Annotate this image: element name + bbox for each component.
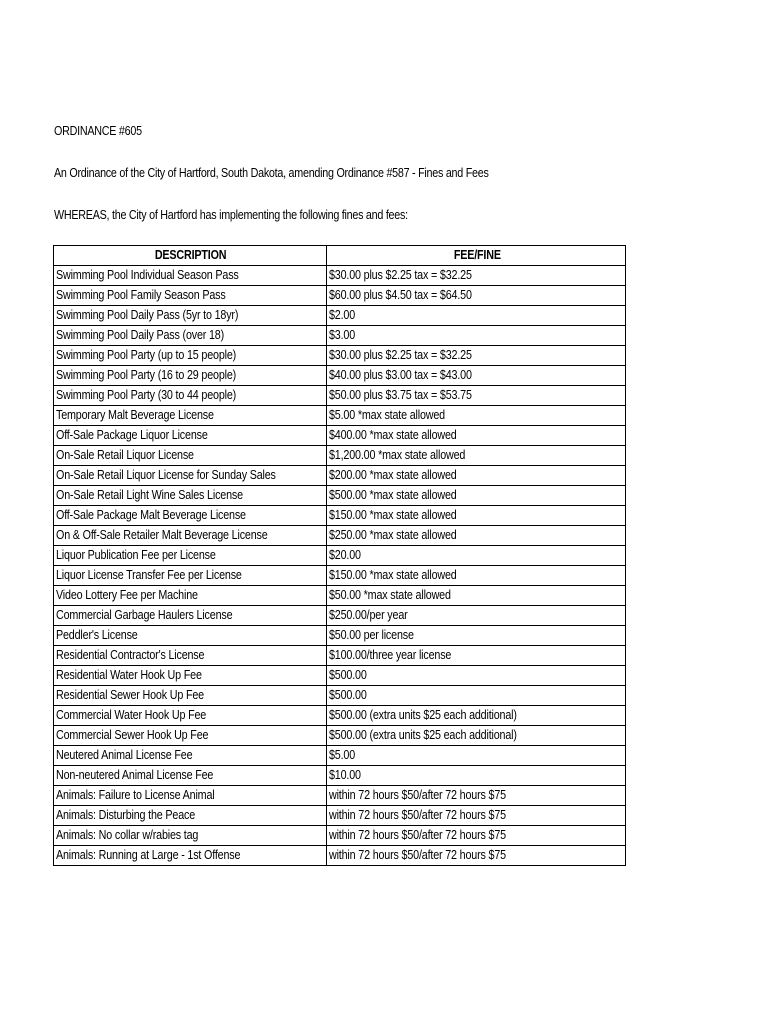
description-cell: On-Sale Retail Liquor License for Sunday Sales: [54, 466, 327, 486]
fees-table-body: [54, 266, 626, 866]
description-cell: Swimming Pool Family Season Pass: [54, 286, 327, 306]
description-cell: Liquor License Transfer Fee per License: [54, 566, 327, 586]
table-row: [54, 766, 626, 786]
fee-fine-cell: $500.00: [327, 686, 626, 706]
description-cell: Temporary Malt Beverage License: [54, 406, 327, 426]
fee-fine-cell: $2.00: [327, 306, 626, 326]
fee-fine-cell: $150.00 *max state allowed: [327, 506, 626, 526]
description-cell: Commercial Water Hook Up Fee: [54, 706, 327, 726]
fee-fine-cell: $400.00 *max state allowed: [327, 426, 626, 446]
fee-fine-cell: $500.00 *max state allowed: [327, 486, 626, 506]
table-row: [54, 486, 626, 506]
description-cell: Swimming Pool Party (16 to 29 people): [54, 366, 327, 386]
description-cell: Video Lottery Fee per Machine: [54, 586, 327, 606]
table-row: [54, 506, 626, 526]
fee-fine-cell: $10.00: [327, 766, 626, 786]
fee-fine-cell: $500.00 (extra units $25 each additional): [327, 726, 626, 746]
fee-fine-cell: $50.00 per license: [327, 626, 626, 646]
table-row: [54, 306, 626, 326]
description-cell: Commercial Garbage Haulers License: [54, 606, 327, 626]
fee-fine-cell: $30.00 plus $2.25 tax = $32.25: [327, 346, 626, 366]
description-cell: On-Sale Retail Light Wine Sales License: [54, 486, 327, 506]
table-row: [54, 846, 626, 866]
description-cell: Peddler's License: [54, 626, 327, 646]
fee-fine-cell: within 72 hours $50/after 72 hours $75: [327, 786, 626, 806]
description-cell: Swimming Pool Individual Season Pass: [54, 266, 327, 286]
description-cell: Residential Contractor's License: [54, 646, 327, 666]
fee-fine-cell: $40.00 plus $3.00 tax = $43.00: [327, 366, 626, 386]
table-row: [54, 726, 626, 746]
table-row: [54, 546, 626, 566]
whereas-clause: WHEREAS, the City of Hartford has implementing the following fines and fees:: [54, 208, 408, 222]
table-row: [54, 366, 626, 386]
description-cell: Residential Water Hook Up Fee: [54, 666, 327, 686]
table-row: [54, 746, 626, 766]
description-cell: Liquor Publication Fee per License: [54, 546, 327, 566]
table-row: [54, 386, 626, 406]
description-cell: Animals: Running at Large - 1st Offense: [54, 846, 327, 866]
description-cell: Off-Sale Package Liquor License: [54, 426, 327, 446]
description-cell: Swimming Pool Daily Pass (over 18): [54, 326, 327, 346]
fee-fine-cell: $5.00: [327, 746, 626, 766]
table-row: [54, 466, 626, 486]
table-row: [54, 826, 626, 846]
fee-fine-cell: $500.00 (extra units $25 each additional): [327, 706, 626, 726]
fee-fine-cell: $100.00/three year license: [327, 646, 626, 666]
fee-fine-cell: $5.00 *max state allowed: [327, 406, 626, 426]
table-row: [54, 686, 626, 706]
description-cell: Swimming Pool Party (up to 15 people): [54, 346, 327, 366]
table-row: [54, 326, 626, 346]
table-row: [54, 786, 626, 806]
fee-fine-cell: within 72 hours $50/after 72 hours $75: [327, 846, 626, 866]
fee-fine-cell: $1,200.00 *max state allowed: [327, 446, 626, 466]
description-cell: Off-Sale Package Malt Beverage License: [54, 506, 327, 526]
fee-fine-cell: $500.00: [327, 666, 626, 686]
fee-fine-cell: within 72 hours $50/after 72 hours $75: [327, 806, 626, 826]
fee-fine-cell: $60.00 plus $4.50 tax = $64.50: [327, 286, 626, 306]
table-row: [54, 646, 626, 666]
description-cell: Animals: No collar w/rabies tag: [54, 826, 327, 846]
fees-table: [53, 245, 626, 866]
fee-fine-cell: $250.00/per year: [327, 606, 626, 626]
fee-fine-cell: $50.00 plus $3.75 tax = $53.75: [327, 386, 626, 406]
table-row: [54, 806, 626, 826]
description-cell: On-Sale Retail Liquor License: [54, 446, 327, 466]
table-row: [54, 346, 626, 366]
description-cell: Swimming Pool Daily Pass (5yr to 18yr): [54, 306, 327, 326]
fee-fine-cell: $250.00 *max state allowed: [327, 526, 626, 546]
description-cell: Commercial Sewer Hook Up Fee: [54, 726, 327, 746]
description-cell: Animals: Failure to License Animal: [54, 786, 327, 806]
fee-fine-cell: $30.00 plus $2.25 tax = $32.25: [327, 266, 626, 286]
fee-fine-cell: within 72 hours $50/after 72 hours $75: [327, 826, 626, 846]
table-row: [54, 286, 626, 306]
table-row: [54, 666, 626, 686]
table-row: [54, 706, 626, 726]
fee-fine-cell: $150.00 *max state allowed: [327, 566, 626, 586]
table-header-row: [54, 246, 626, 266]
ordinance-title: ORDINANCE #605: [54, 124, 142, 138]
description-cell: On & Off-Sale Retailer Malt Beverage License: [54, 526, 327, 546]
description-cell: Swimming Pool Party (30 to 44 people): [54, 386, 327, 406]
fee-fine-cell: $50.00 *max state allowed: [327, 586, 626, 606]
fee-fine-header: FEE/FINE: [327, 246, 626, 266]
table-row: [54, 526, 626, 546]
description-cell: Neutered Animal License Fee: [54, 746, 327, 766]
table-row: [54, 446, 626, 466]
description-cell: Animals: Disturbing the Peace: [54, 806, 327, 826]
description-cell: Residential Sewer Hook Up Fee: [54, 686, 327, 706]
table-row: [54, 566, 626, 586]
fee-fine-cell: $20.00: [327, 546, 626, 566]
description-cell: Non-neutered Animal License Fee: [54, 766, 327, 786]
description-header: DESCRIPTION: [54, 246, 327, 266]
fee-fine-cell: $200.00 *max state allowed: [327, 466, 626, 486]
table-row: [54, 406, 626, 426]
table-row: [54, 266, 626, 286]
table-row: [54, 606, 626, 626]
table-row: [54, 426, 626, 446]
ordinance-subtitle: An Ordinance of the City of Hartford, South Dakota, amending Ordinance #587 - Fines and Fees: [54, 166, 489, 180]
table-row: [54, 586, 626, 606]
table-row: [54, 626, 626, 646]
fee-fine-cell: $3.00: [327, 326, 626, 346]
